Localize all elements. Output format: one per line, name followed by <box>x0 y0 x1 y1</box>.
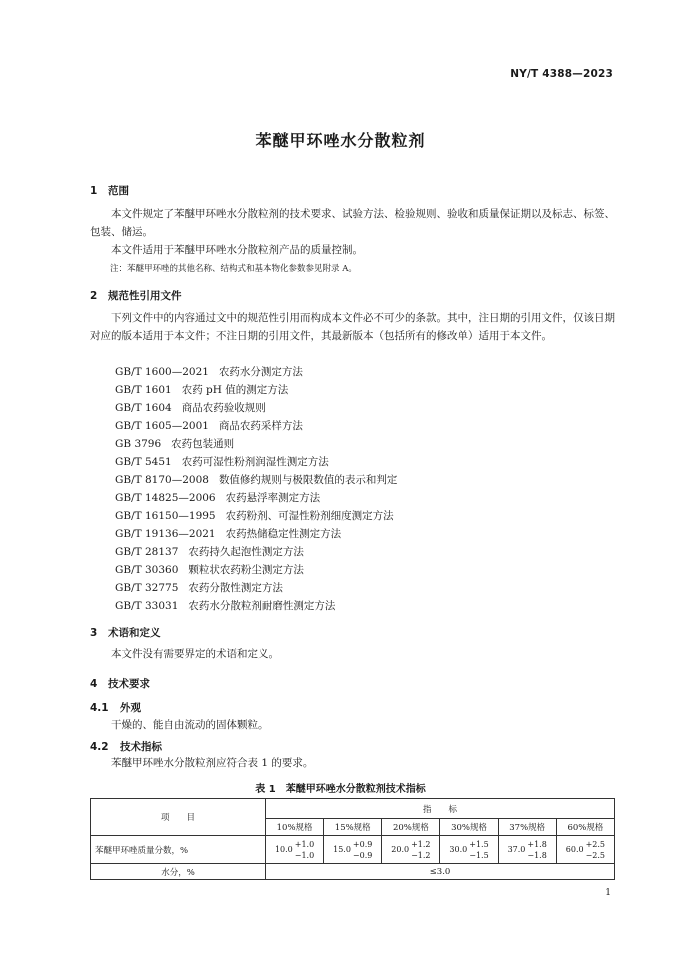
section-number: 1 <box>90 185 98 197</box>
reference-item <box>115 418 303 433</box>
section-4-2-heading <box>90 739 162 754</box>
section-1-heading <box>90 183 129 198</box>
spec-header: 30%规格 <box>440 819 498 836</box>
reference-title: 商品农药验收规则 <box>181 402 266 414</box>
minus-tolerance: −0.9 <box>352 850 373 860</box>
section-title: 术语和定义 <box>108 627 161 639</box>
spec-header: 15%规格 <box>324 819 382 836</box>
reference-title: 颗粒状农药粉尘测定方法 <box>188 564 304 576</box>
section-title: 外观 <box>120 702 141 714</box>
normative-references-intro: 下列文件中的内容通过文中的规范性引用而构成本文件必不可少的条款。其中，注日期的引用文件，仅该日期对应的版本适用于本文件；不注日期的引用文件，其最新版本（包括所有的修改单）适用于本文件。 <box>90 312 615 342</box>
spec-header: 37%规格 <box>498 819 556 836</box>
base-value: 30.0 <box>449 845 468 854</box>
minus-tolerance: −1.2 <box>411 850 431 860</box>
spec-header: 10%规格 <box>266 819 324 836</box>
reference-title: 农药水分散粒剂耐磨性测定方法 <box>188 600 336 612</box>
terms-paragraph: 本文件没有需要界定的术语和定义。 <box>111 648 279 660</box>
reference-title: 农药热储稳定性测定方法 <box>225 528 342 540</box>
section-number: 2 <box>90 290 98 302</box>
tolerance-cell <box>556 836 614 864</box>
reference-item <box>115 598 335 613</box>
spec-table <box>90 798 615 880</box>
reference-code: GB/T 1601 <box>115 384 172 396</box>
reference-item <box>115 454 329 469</box>
row-label: 苯醚甲环唑质量分数，% <box>91 836 266 864</box>
reference-code: GB/T 33031 <box>115 600 179 612</box>
reference-item <box>115 436 234 451</box>
tolerance-cell <box>382 836 440 864</box>
reference-code: GB/T 8170—2008 <box>115 474 209 486</box>
reference-title: 农药水分测定方法 <box>218 366 303 378</box>
section-4-1-heading <box>90 700 141 715</box>
reference-code: GB/T 19136—2021 <box>115 528 216 540</box>
tolerance-cell <box>324 836 382 864</box>
minus-tolerance: −1.5 <box>469 850 489 860</box>
reference-item <box>115 508 394 523</box>
reference-title: 农药 pH 值的测定方法 <box>181 384 289 396</box>
reference-title: 商品农药采样方法 <box>218 420 303 432</box>
reference-title: 农药可湿性粉剂润湿性测定方法 <box>181 456 329 468</box>
tolerance-cell <box>266 836 324 864</box>
standard-number: NY/T 4388—2023 <box>510 68 613 80</box>
table-row <box>91 836 615 864</box>
section-title: 技术要求 <box>108 678 150 690</box>
section-title: 规范性引用文件 <box>108 290 182 302</box>
reference-item <box>115 364 303 379</box>
base-value: 20.0 <box>391 845 410 854</box>
reference-title: 农药悬浮率测定方法 <box>225 492 321 504</box>
plus-tolerance: +1.0 <box>294 839 315 849</box>
table-row <box>91 864 615 880</box>
reference-title: 农药分散性测定方法 <box>188 582 283 594</box>
reference-title: 农药粉剂、可湿性粉剂细度测定方法 <box>225 510 394 522</box>
reference-item <box>115 472 397 487</box>
section-number: 3 <box>90 627 98 639</box>
spec-paragraph: 苯醚甲环唑水分散粒剂应符合表 1 的要求。 <box>111 757 314 769</box>
reference-item <box>115 490 320 505</box>
reference-code: GB/T 16150—1995 <box>115 510 216 522</box>
col-group-header: 指 标 <box>266 799 615 819</box>
spec-header: 20%规格 <box>382 819 440 836</box>
reference-code: GB/T 14825—2006 <box>115 492 216 504</box>
scope-note: 注：苯醚甲环唑的其他名称、结构式和基本物化参数参见附录 A。 <box>110 264 357 274</box>
col-item-header: 项 目 <box>91 799 266 836</box>
reference-code: GB/T 32775 <box>115 582 179 594</box>
tolerance-cell <box>440 836 498 864</box>
plus-tolerance: +0.9 <box>352 839 373 849</box>
table-header-row <box>91 799 615 819</box>
reference-item <box>115 580 283 595</box>
reference-code: GB/T 30360 <box>115 564 179 576</box>
section-4-heading <box>90 676 150 691</box>
plus-tolerance: +2.5 <box>585 839 606 849</box>
tolerance-cell <box>498 836 556 864</box>
reference-item <box>115 562 304 577</box>
reference-item <box>115 526 341 541</box>
reference-item <box>115 400 266 415</box>
appearance-paragraph: 干燥的、能自由流动的固体颗粒。 <box>111 719 269 731</box>
section-title: 技术指标 <box>120 741 162 753</box>
section-title: 范围 <box>108 185 129 197</box>
document-title: 苯醚甲环唑水分散粒剂 <box>255 131 426 150</box>
reference-title: 数值修约规则与极限数值的表示和判定 <box>218 474 398 486</box>
base-value: 10.0 <box>274 845 293 854</box>
reference-item <box>115 544 304 559</box>
reference-title: 农药持久起泡性测定方法 <box>188 546 304 558</box>
scope-paragraph-1: 本文件规定了苯醚甲环唑水分散粒剂的技术要求、试验方法、检验规则、验收和质量保证期以及标志、标签、包装、储运。 <box>90 208 615 238</box>
moisture-value: ≤3.0 <box>266 864 615 880</box>
row-label: 水分，% <box>91 864 266 880</box>
section-2-heading <box>90 288 182 303</box>
table-caption: 表 1 苯醚甲环唑水分散粒剂技术指标 <box>255 784 426 795</box>
minus-tolerance: −1.8 <box>527 850 547 860</box>
reference-code: GB/T 5451 <box>115 456 172 468</box>
section-number: 4.1 <box>90 702 109 714</box>
minus-tolerance: −1.0 <box>294 850 315 860</box>
section-number: 4.2 <box>90 741 109 753</box>
minus-tolerance: −2.5 <box>585 850 606 860</box>
section-number: 4 <box>90 678 98 690</box>
page-number: 1 <box>605 888 611 898</box>
plus-tolerance: +1.5 <box>469 839 489 849</box>
spec-header: 60%规格 <box>556 819 614 836</box>
reference-code: GB/T 1604 <box>115 402 172 414</box>
reference-title: 农药包装通则 <box>171 438 235 450</box>
plus-tolerance: +1.2 <box>411 839 431 849</box>
section-3-heading <box>90 625 161 640</box>
base-value: 37.0 <box>507 845 526 854</box>
base-value: 60.0 <box>565 845 584 854</box>
plus-tolerance: +1.8 <box>527 839 547 849</box>
reference-code: GB/T 1600—2021 <box>115 366 209 378</box>
reference-item <box>115 382 288 397</box>
reference-code: GB 3796 <box>115 438 162 450</box>
reference-code: GB/T 28137 <box>115 546 179 558</box>
reference-code: GB/T 1605—2001 <box>115 420 209 432</box>
scope-paragraph-2: 本文件适用于苯醚甲环唑水分散粒剂产品的质量控制。 <box>111 244 363 256</box>
base-value: 15.0 <box>333 845 351 854</box>
